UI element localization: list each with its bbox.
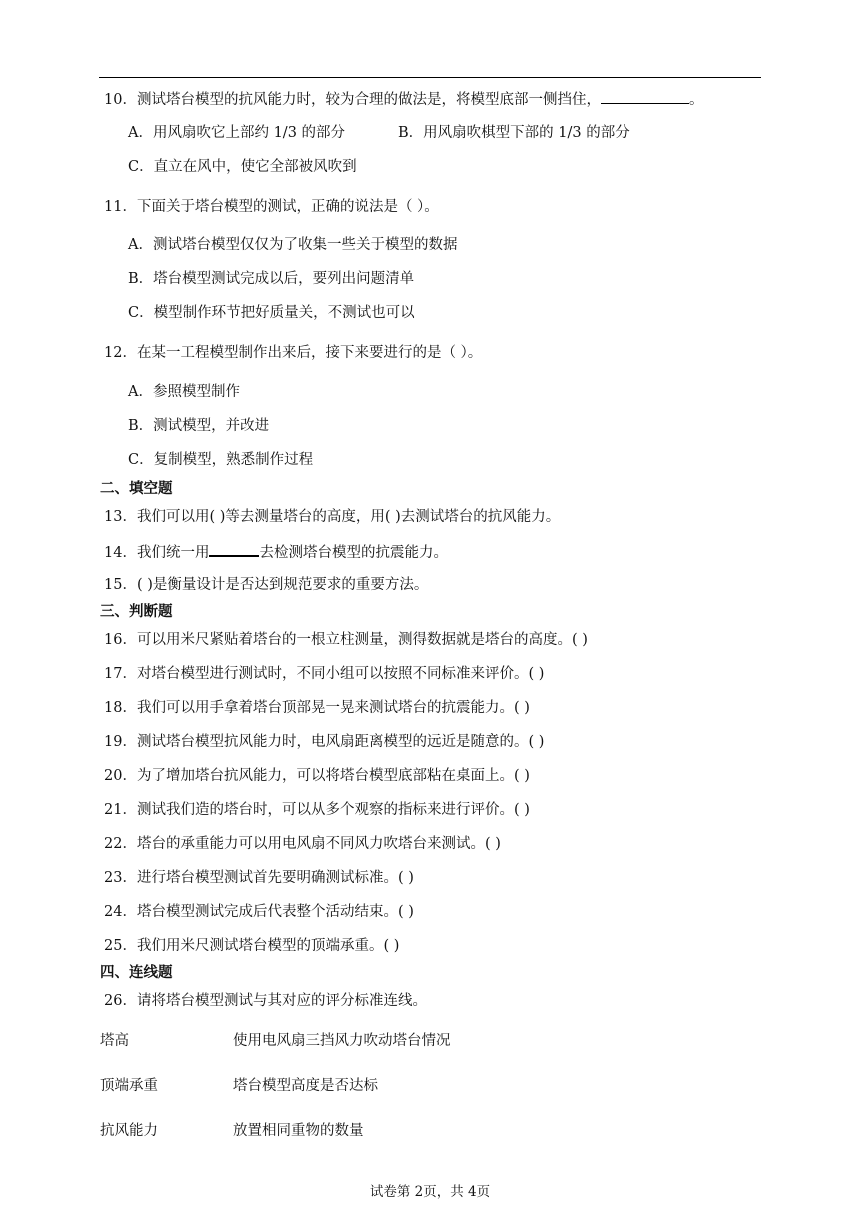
question-26: 26．请将塔台模型测试与其对应的评分标准连线。 <box>104 993 427 1009</box>
question-10-end: 。 <box>688 92 704 108</box>
question-10 <box>104 89 703 110</box>
question-18: 18．我们可以用手拿着塔台顶部晃一晃来测试塔台的抗震能力。( ) <box>104 700 530 716</box>
option-11-b[interactable]: B．塔台模型测试完成以后，要列出问题清单 <box>128 271 415 287</box>
section-heading-fill-in: 二、填空题 <box>100 481 173 497</box>
question-17: 17．对塔台模型进行测试时，不同小组可以按照不同标准来评价。( ) <box>104 666 545 682</box>
section-heading-true-false: 三、判断题 <box>100 604 173 620</box>
question-22: 22．塔台的承重能力可以用电风扇不同风力吹塔台来测试。( ) <box>104 836 501 852</box>
question-10-options-row <box>128 123 345 143</box>
question-16: 16．可以用米尺紧贴着塔台的一根立柱测量，测得数据就是塔台的高度。( ) <box>104 632 588 648</box>
question-21: 21．测试我们造的塔台时，可以从多个观察的指标来进行评价。( ) <box>104 802 530 818</box>
option-11-a[interactable]: A．测试塔台模型仅仅为了收集一些关于模型的数据 <box>128 237 458 253</box>
option-12-a[interactable]: A．参照模型制作 <box>128 384 240 400</box>
section-heading-matching: 四、连线题 <box>100 965 173 981</box>
matching-left-item[interactable]: 顶端承重 <box>100 1078 158 1094</box>
matching-left-item[interactable]: 塔高 <box>100 1033 129 1049</box>
answer-blank-14[interactable] <box>209 541 259 557</box>
question-11: 11．下面关于塔台模型的测试，正确的说法是（ ）。 <box>104 199 439 215</box>
question-13: 13．我们可以用( )等去测量塔台的高度，用( )去测试塔台的抗风能力。 <box>104 509 561 525</box>
option-10-c[interactable]: C．直立在风中，使它全部被风吹到 <box>128 159 357 175</box>
question-20: 20．为了增加塔台抗风能力，可以将塔台模型底部粘在桌面上。( ) <box>104 768 530 784</box>
question-25: 25．我们用米尺测试塔台模型的顶端承重。( ) <box>104 938 400 954</box>
page-footer: 试卷第 2页，共 4页 <box>369 1184 491 1200</box>
header-rule <box>99 77 761 78</box>
option-12-b[interactable]: B．测试模型，并改进 <box>128 418 270 434</box>
matching-right-item[interactable]: 使用电风扇三挡风力吹动塔台情况 <box>233 1033 451 1049</box>
question-10-text: 10．测试塔台模型的抗风能力时，较为合理的做法是，将模型底部一侧挡住， <box>104 92 601 108</box>
question-12: 12．在某一工程模型制作出来后，接下来要进行的是（ ）。 <box>104 345 483 361</box>
question-24: 24．塔台模型测试完成后代表整个活动结束。( ) <box>104 904 414 920</box>
option-10-a[interactable]: A．用风扇吹它上部约 1/3 的部分 <box>128 125 346 141</box>
option-10-b[interactable]: B．用风扇吹棋型下部的 1/3 的部分 <box>398 125 630 141</box>
question-14 <box>104 541 448 563</box>
question-15: 15．( )是衡量设计是否达到规范要求的重要方法。 <box>104 577 429 593</box>
matching-right-item[interactable]: 塔台模型高度是否达标 <box>233 1078 378 1094</box>
option-12-c[interactable]: C．复制模型，熟悉制作过程 <box>128 452 314 468</box>
matching-left-item[interactable]: 抗风能力 <box>100 1123 158 1139</box>
answer-blank-10[interactable] <box>601 89 689 104</box>
option-10-c-wrap <box>128 157 357 177</box>
question-23: 23．进行塔台模型测试首先要明确测试标准。( ) <box>104 870 414 886</box>
question-19: 19．测试塔台模型抗风能力时，电风扇距离模型的远近是随意的。( ) <box>104 734 545 750</box>
question-14-post: 去检测塔台模型的抗震能力。 <box>259 545 448 561</box>
option-11-c[interactable]: C．模型制作环节把好质量关，不测试也可以 <box>128 305 415 321</box>
option-10-b-wrap <box>398 123 630 143</box>
matching-right-item[interactable]: 放置相同重物的数量 <box>233 1123 364 1139</box>
question-14-pre: 14．我们统一用 <box>104 545 210 561</box>
